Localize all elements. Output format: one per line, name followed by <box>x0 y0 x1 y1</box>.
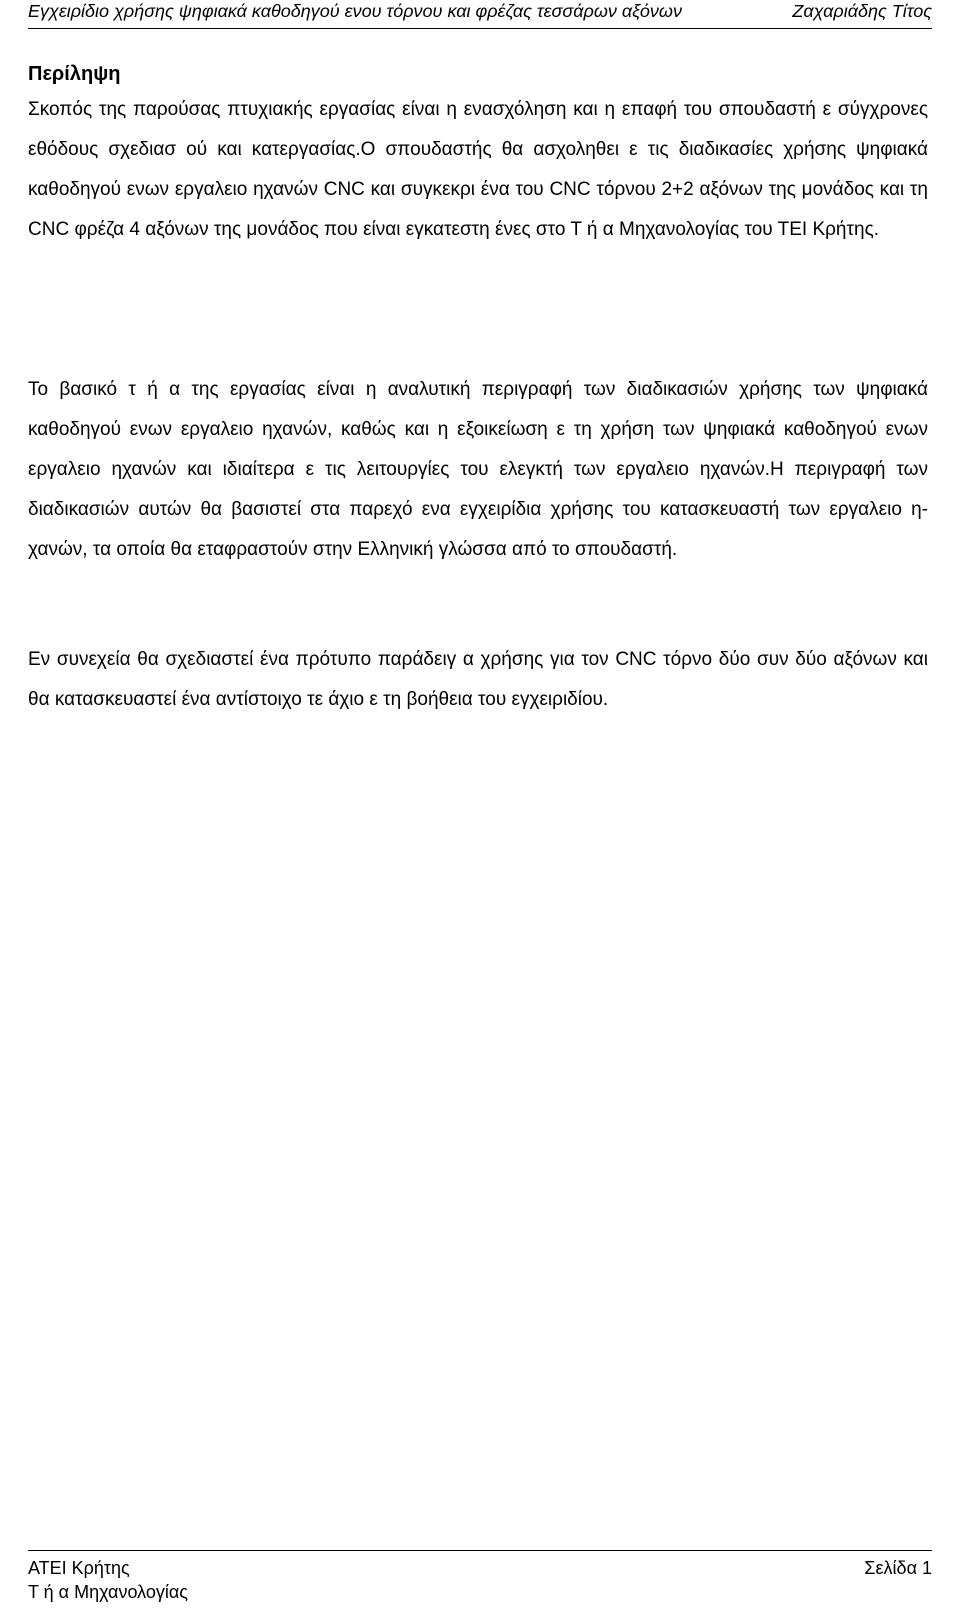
header-divider <box>28 28 932 29</box>
footer-institution: ΑΤΕΙ Κρήτης <box>28 1558 130 1578</box>
page-number: Σελίδα 1 <box>864 1558 932 1578</box>
paragraph-2: Το βασικό τ ή α της εργασίας είναι η αναλυτική περιγραφή των διαδικασιών χρήσης των ψηφιακά καθοδηγού ενων εργαλειο ηχανών, καθώς και η εξοικείωση ε τη χρήση των ψηφιακά καθοδηγού ενων εργαλειο ηχανών και ιδιαίτερα ε τις λειτουργίες του ελεγκτή των εργαλειο ηχανών.Η περιγραφή των διαδικασιών αυτών θα βασιστεί στα παρεχό ενα εγχειρίδια χρήσης του κατασκευαστή των εργαλειο η- χανών, τα οποία θα εταφραστούν στην Ελληνική γλώσσα από το σπουδαστή. <box>28 379 928 560</box>
page-footer-left <box>28 1556 188 1604</box>
header-document-title: Εγχειρίδιο χρήσης ψηφιακά καθοδηγού ενου τόρνου και φρέζας τεσσάρων αξόνων <box>28 1 682 21</box>
section-title: Περίληψη <box>28 63 121 85</box>
paragraph-3: Εν συνεχεία θα σχεδιαστεί ένα πρότυπο παράδειγ α χρήσης για τον CNC τόρνο δύο συν δύο αξόνων και θα κατασκευαστεί ένα αντίστοιχο τε άχιο ε τη βοήθεια του εγχειριδίου. <box>28 649 928 710</box>
page-header <box>28 0 932 22</box>
paragraph-1: Σκοπός της παρούσας πτυχιακής εργασίας είναι η ενασχόληση και η επαφή του σπουδαστή ε σύγχρονες εθόδους σχεδιασ ού και κατεργασίας.Ο σπουδαστής θα ασχοληθει ε τις διαδικασίες χρήσης ψηφιακά καθοδηγού ενων εργαλειο ηχανών CNC και συγκεκρι ένα του CNC τόρνου 2+2 αξόνων της μονάδος και τη CNC φρέζα 4 αξόνων της μονάδος που είναι εγκατεστη ένες στο Τ ή α Μηχανολογίας του ΤΕΙ Κρήτης. <box>28 99 928 240</box>
footer-divider <box>28 1550 932 1551</box>
header-author: Ζαχαριάδης Τίτος <box>792 1 932 21</box>
footer-department: Τ ή α Μηχανολογίας <box>28 1582 188 1602</box>
